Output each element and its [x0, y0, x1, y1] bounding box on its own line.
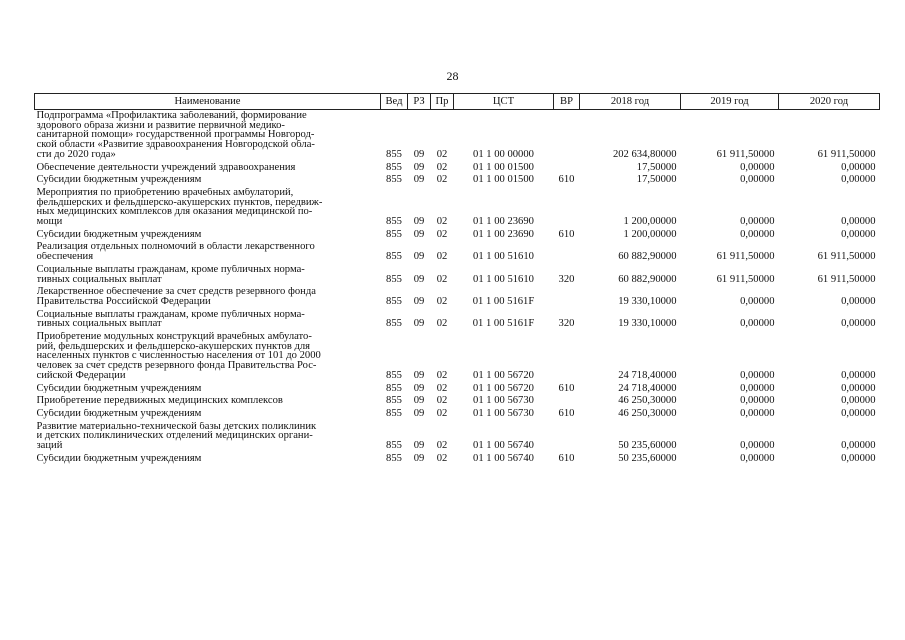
cell-vr	[554, 286, 580, 308]
name-line: Мероприятия по приобретению врачебных амбулаторий,	[36, 187, 294, 198]
cell-cst: 01 1 00 56720	[473, 369, 534, 381]
cell-ved: 855	[386, 228, 402, 240]
cell-2019: 61 911,50000	[716, 148, 775, 160]
name-line: фельдшерских и фельдшерско-акушерских пунктов, передвиж-	[36, 197, 323, 208]
table-row	[35, 110, 880, 162]
table-row	[35, 162, 880, 175]
cell-rz: 09	[413, 395, 425, 407]
cell-2020: 0,00000	[841, 382, 876, 394]
cell-vr: 610	[558, 452, 575, 464]
cell-pr: 02	[436, 395, 448, 407]
cell-2020: 0,00000	[841, 452, 876, 464]
header-2019: 2019 год	[681, 94, 779, 110]
name-line: населенных пунктов с численностью населения от 101 до 2000	[36, 351, 321, 362]
name-line: Реализация отдельных полномочий в области лекарственного	[36, 242, 315, 253]
cell-cst: 01 1 00 01500	[473, 161, 534, 173]
name-line: Правительства Российской Федерации	[36, 296, 211, 307]
header-pr: Пр	[431, 94, 454, 110]
cell-2019: 0,00000	[740, 318, 775, 330]
cell-2019: 0,00000	[740, 369, 775, 381]
cell-rz: 09	[413, 251, 425, 263]
name-line: санитарной помощи» государственной программы Новгород-	[36, 130, 315, 141]
name-line: здорового образа жизни и развитие первичной медико-	[36, 120, 285, 131]
cell-pr: 02	[436, 318, 448, 330]
cell-cst: 01 1 00 56740	[473, 452, 534, 464]
cell-pr: 02	[436, 273, 448, 285]
cell-vr: 610	[558, 382, 575, 394]
cell-2020: 0,00000	[841, 407, 876, 419]
table-row	[35, 286, 880, 308]
cell-vr: 320	[558, 318, 575, 330]
cell-2018: 50 235,60000	[618, 440, 677, 452]
cell-vr	[554, 110, 580, 162]
name-line: Приобретение передвижных медицинских комплексов	[36, 396, 283, 406]
table-row	[35, 395, 880, 408]
name-line: Подпрограмма «Профилактика заболеваний, формирование	[36, 111, 307, 121]
name-line: сти до 2020 года»	[36, 149, 116, 160]
cell-name	[35, 383, 381, 396]
cell-2019: 0,00000	[740, 216, 775, 228]
name-line: ных медицинских комплексов для оказания медицинской по-	[36, 207, 313, 218]
cell-vr: 610	[558, 407, 575, 419]
cell-ved: 855	[386, 369, 402, 381]
cell-ved: 855	[386, 251, 402, 263]
budget-table	[34, 93, 880, 466]
name-line: и детских поликлинических отделений медицинских органи-	[36, 431, 313, 442]
name-line: Субсидии бюджетным учреждениям	[36, 383, 202, 394]
cell-rz: 09	[413, 318, 425, 330]
name-line: Субсидии бюджетным учреждениям	[36, 229, 202, 240]
cell-vr	[554, 421, 580, 453]
cell-2019: 0,00000	[740, 395, 775, 407]
cell-vr	[554, 162, 580, 175]
cell-rz: 09	[413, 452, 425, 464]
cell-cst: 01 1 00 01500	[473, 174, 534, 186]
cell-cst: 01 1 00 23690	[473, 228, 534, 240]
cell-name	[35, 395, 381, 408]
header-2018: 2018 год	[580, 94, 681, 110]
header-row	[35, 94, 880, 110]
cell-2020: 61 911,50000	[817, 251, 876, 263]
name-line: рий, фельдшерских и фельдшерско-акушерских пунктов для	[36, 341, 311, 352]
cell-cst: 01 1 00 56730	[473, 407, 534, 419]
cell-2020: 0,00000	[841, 369, 876, 381]
cell-pr: 02	[436, 369, 448, 381]
cell-name	[35, 309, 381, 331]
name-line: Социальные выплаты гражданам, кроме публичных норма-	[36, 309, 305, 320]
name-line: мощи	[36, 217, 63, 227]
name-line: тивных социальных выплат	[36, 319, 162, 330]
name-line: Лекарственное обеспечение за счет средств резервного фонда	[36, 287, 316, 297]
name-line: человек за счет средств резервного фонда Правительства Рос-	[36, 361, 317, 371]
cell-ved: 855	[386, 452, 402, 464]
cell-ved: 855	[386, 295, 402, 307]
cell-rz: 09	[413, 228, 425, 240]
name-line: Субсидии бюджетным учреждениям	[36, 453, 202, 464]
cell-pr: 02	[436, 228, 448, 240]
cell-name	[35, 453, 381, 466]
cell-ved: 855	[386, 174, 402, 186]
table-row	[35, 408, 880, 421]
cell-2018: 24 718,40000	[618, 382, 677, 394]
cell-vr	[554, 187, 580, 229]
name-line: обеспечения	[36, 252, 94, 262]
cell-name	[35, 241, 381, 263]
cell-2020: 0,00000	[841, 395, 876, 407]
cell-rz: 09	[413, 440, 425, 452]
table-row	[35, 309, 880, 331]
cell-rz: 09	[413, 148, 425, 160]
cell-2019: 0,00000	[740, 295, 775, 307]
cell-2020: 61 911,50000	[817, 148, 876, 160]
cell-rz: 09	[413, 273, 425, 285]
cell-name	[35, 187, 381, 229]
cell-2018: 1 200,00000	[623, 216, 677, 228]
cell-2019: 0,00000	[740, 174, 775, 186]
cell-2018: 1 200,00000	[623, 228, 677, 240]
cell-cst: 01 1 00 56730	[473, 395, 534, 407]
cell-2019: 0,00000	[740, 228, 775, 240]
cell-2020: 0,00000	[841, 440, 876, 452]
table-body	[35, 110, 880, 466]
table-row	[35, 229, 880, 242]
cell-rz: 09	[413, 161, 425, 173]
cell-2019: 61 911,50000	[716, 251, 775, 263]
cell-rz: 09	[413, 295, 425, 307]
table-row	[35, 453, 880, 466]
cell-2019: 61 911,50000	[716, 273, 775, 285]
name-line: Субсидии бюджетным учреждениям	[36, 408, 202, 419]
cell-ved: 855	[386, 216, 402, 228]
name-line: Обеспечение деятельности учреждений здравоохранения	[36, 162, 296, 173]
cell-2018: 24 718,40000	[618, 369, 677, 381]
cell-rz: 09	[413, 382, 425, 394]
cell-rz: 09	[413, 174, 425, 186]
name-line: Развитие материально-технической базы детских поликлиник	[36, 421, 317, 432]
name-line: заций	[36, 441, 63, 451]
cell-ved: 855	[386, 148, 402, 160]
name-line: тивных социальных выплат	[36, 274, 162, 285]
cell-rz: 09	[413, 407, 425, 419]
cell-name	[35, 229, 381, 242]
table-row	[35, 174, 880, 187]
header-rz: РЗ	[408, 94, 431, 110]
cell-cst: 01 1 00 5161F	[472, 295, 535, 307]
cell-vr: 610	[558, 228, 575, 240]
cell-pr: 02	[436, 440, 448, 452]
cell-cst: 01 1 00 56720	[473, 382, 534, 394]
name-line: ской области «Развитие здравоохранения Новгородской обла-	[36, 140, 315, 150]
header-vr: ВР	[554, 94, 580, 110]
cell-2018: 202 634,80000	[612, 148, 677, 160]
cell-name	[35, 110, 381, 162]
name-line: Социальные выплаты гражданам, кроме публичных норма-	[36, 264, 305, 275]
name-line: Приобретение модульных конструкций врачебных амбулато-	[36, 332, 312, 342]
cell-pr: 02	[436, 295, 448, 307]
cell-ved: 855	[386, 395, 402, 407]
cell-pr: 02	[436, 407, 448, 419]
cell-2018: 19 330,10000	[618, 318, 677, 330]
cell-2020: 0,00000	[841, 174, 876, 186]
header-name: Наименование	[35, 94, 381, 110]
cell-2019: 0,00000	[740, 382, 775, 394]
cell-name	[35, 174, 381, 187]
cell-2020: 61 911,50000	[817, 273, 876, 285]
cell-cst: 01 1 00 56740	[473, 440, 534, 452]
cell-name	[35, 421, 381, 453]
cell-2018: 50 235,60000	[618, 452, 677, 464]
table-row	[35, 383, 880, 396]
cell-pr: 02	[436, 382, 448, 394]
cell-2018: 46 250,30000	[618, 407, 677, 419]
cell-ved: 855	[386, 407, 402, 419]
cell-name	[35, 408, 381, 421]
cell-vr	[554, 331, 580, 383]
cell-vr: 610	[558, 174, 575, 186]
cell-2019: 0,00000	[740, 440, 775, 452]
name-line: сийской Федерации	[36, 370, 126, 381]
cell-name	[35, 331, 381, 383]
cell-name	[35, 286, 381, 308]
table-row	[35, 187, 880, 229]
cell-ved: 855	[386, 273, 402, 285]
cell-2019: 0,00000	[740, 452, 775, 464]
cell-2020: 0,00000	[841, 295, 876, 307]
name-line: Субсидии бюджетным учреждениям	[36, 175, 202, 185]
cell-2020: 0,00000	[841, 318, 876, 330]
table-row	[35, 331, 880, 383]
cell-pr: 02	[436, 452, 448, 464]
cell-rz: 09	[413, 216, 425, 228]
cell-name	[35, 264, 381, 286]
table-row	[35, 241, 880, 263]
cell-cst: 01 1 00 23690	[473, 216, 534, 228]
cell-pr: 02	[436, 216, 448, 228]
cell-cst: 01 1 00 5161F	[472, 318, 535, 330]
cell-2018: 46 250,30000	[618, 395, 677, 407]
cell-2018: 19 330,10000	[618, 295, 677, 307]
cell-cst: 01 1 00 00000	[473, 148, 534, 160]
cell-ved: 855	[386, 382, 402, 394]
cell-2019: 0,00000	[740, 407, 775, 419]
cell-vr	[554, 241, 580, 263]
cell-name	[35, 162, 381, 175]
cell-rz: 09	[413, 369, 425, 381]
cell-2018: 60 882,90000	[618, 251, 677, 263]
table-row	[35, 421, 880, 453]
page-number: 28	[446, 69, 459, 83]
cell-pr: 02	[436, 251, 448, 263]
cell-cst: 01 1 00 51610	[473, 251, 534, 263]
cell-2020: 0,00000	[841, 216, 876, 228]
cell-ved: 855	[386, 161, 402, 173]
cell-ved: 855	[386, 440, 402, 452]
cell-vr	[554, 395, 580, 408]
header-2020: 2020 год	[779, 94, 880, 110]
cell-cst: 01 1 00 51610	[473, 273, 534, 285]
cell-2018: 60 882,90000	[618, 273, 677, 285]
cell-2020: 0,00000	[841, 228, 876, 240]
table-header	[35, 94, 880, 110]
cell-2020: 0,00000	[841, 161, 876, 173]
cell-2018: 17,50000	[636, 161, 677, 173]
cell-pr: 02	[436, 174, 448, 186]
cell-vr: 320	[558, 273, 575, 285]
cell-pr: 02	[436, 161, 448, 173]
cell-2018: 17,50000	[636, 174, 677, 186]
header-cst: ЦСТ	[454, 94, 554, 110]
table-row	[35, 264, 880, 286]
cell-2019: 0,00000	[740, 161, 775, 173]
cell-pr: 02	[436, 148, 448, 160]
cell-ved: 855	[386, 318, 402, 330]
header-ved: Вед	[381, 94, 408, 110]
